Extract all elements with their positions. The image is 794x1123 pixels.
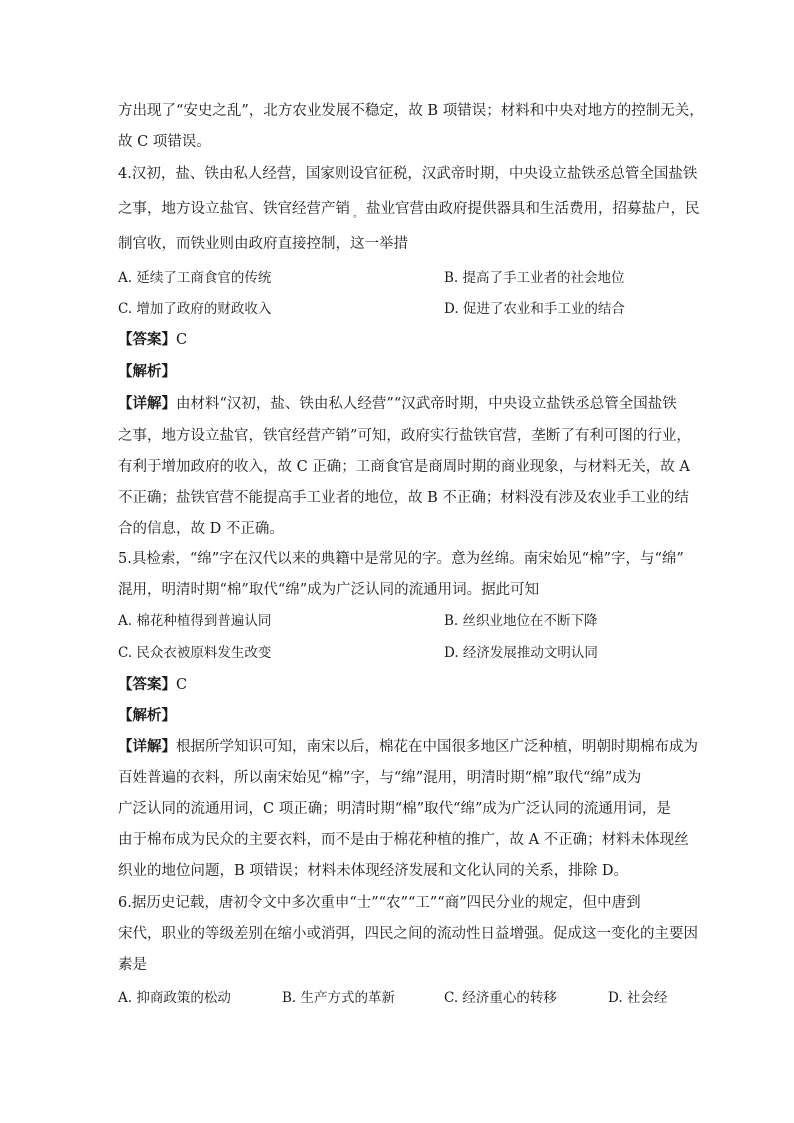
q4-stem-line-1: 4.汉初，盐、铁由私人经营，国家则设官征税，汉武帝时期，中央设立盐铁丞总管全国盐铁 <box>118 166 698 182</box>
q5-option-a: A. 棉花种植得到普遍认同 <box>118 613 272 629</box>
q4-stem-line-3: 制官收，而铁业则由政府直接控制，这一举措 <box>118 236 408 252</box>
q4-detail-line-5: 合的信息，故 D 不正确。 <box>118 521 284 537</box>
q4-option-b: B. 提高了手工业者的社会地位 <box>444 270 625 286</box>
prev-explanation-line-1: 方出现了“安史之乱”，北方农业发展不稳定，故 B 项错误；材料和中央对地方的控制无关， <box>118 103 704 119</box>
q6-option-b: B. 生产方式的革新 <box>282 990 396 1006</box>
q4-detail-text-1: 由材料“汉初，盐、铁由私人经营”“汉武帝时期，中央设立盐铁丞总管全国盐铁 <box>176 396 677 412</box>
q4-answer <box>118 330 678 350</box>
q6-stem-line-1: 6.据历史记载，唐初令文中多次重申“士”“农”“工”“商”四民分业的规定，但中唐到 <box>118 895 641 911</box>
q4-stem-line-2b: 盐业官营由政府提供器具和生活费用，招募盐户，民 <box>366 201 700 217</box>
q5-answer <box>118 675 678 695</box>
q4-stem-line-2a: 之事，地方设立盐官、铁官经营产销 <box>118 201 350 217</box>
q4-stem-line-2 <box>118 199 700 221</box>
q5-option-d: D. 经济发展推动文明认同 <box>444 645 598 661</box>
q4-answer-value: C <box>176 332 188 348</box>
q4-analysis-tag: 【解析】 <box>118 363 176 380</box>
q5-detail-tag: 【详解】 <box>118 738 176 755</box>
prev-explanation-line-2: 故 C 项错误。 <box>118 134 211 150</box>
q5-answer-tag: 【答案】 <box>118 676 176 693</box>
q4-detail-line-1 <box>118 394 678 414</box>
q4-stem-mark: 。 <box>353 209 363 220</box>
q5-detail-text-1: 根据所学知识可知，南宋以后，棉花在中国很多地区广泛种植，明朝时期棉布成为 <box>176 739 698 755</box>
q5-detail-line-5: 织业的地位问题，B 项错误；材料未体现经济发展和文化认同的关系，排除 D。 <box>118 863 628 879</box>
q4-detail-line-3: 有利于增加政府的收入，故 C 正确；工商食官是商周时期的商业现象，与材料无关，故 A <box>118 459 690 475</box>
q6-option-a: A. 抑商政策的松动 <box>118 990 231 1006</box>
q4-option-d: D. 促进了农业和手工业的结合 <box>444 301 625 317</box>
q6-stem-line-2: 宋代，职业的等级差别在缩小或消弭，四民之间的流动性日益增强。促成这一变化的主要因 <box>118 926 698 942</box>
q6-stem-line-3: 素是 <box>118 957 147 973</box>
q4-answer-tag: 【答案】 <box>118 331 176 348</box>
q4-detail-line-4: 不正确；盐铁官营不能提高手工业者的地位，故 B 不正确；材料没有涉及农业手工业的结 <box>118 490 689 506</box>
q4-option-c: C. 增加了政府的财政收入 <box>118 301 272 317</box>
q6-option-c: C. 经济重心的转移 <box>444 990 557 1006</box>
q5-option-c: C. 民众衣被原料发生改变 <box>118 645 272 661</box>
q5-answer-value: C <box>176 677 188 693</box>
q4-detail-line-2: 之事，地方设立盐官，铁官经营产销”可知，政府实行盐铁官营，垄断了有利可图的行业， <box>118 428 691 444</box>
q4-detail-tag: 【详解】 <box>118 395 176 412</box>
q5-detail-line-1 <box>118 737 698 757</box>
q5-detail-line-2: 百姓普遍的衣料，所以南宋始见“棉”字，与“绵”混用，明清时期“棉”取代“绵”成为 <box>118 770 642 786</box>
q5-stem-line-1: 5.具检索，“绵”字在汉代以来的典籍中是常见的字。意为丝绵。南宋始见“棉”字，与“绵” <box>118 551 684 567</box>
q5-detail-line-3: 广泛认同的流通用词，C 项正确；明清时期“棉”取代“绵”成为广泛认同的流通用词，是 <box>118 801 671 817</box>
q5-detail-line-4: 由于棉布成为民众的主要衣料，而不是由于棉花种植的推广，故 A 不正确；材料未体现丝 <box>118 832 689 848</box>
q4-option-a: A. 延续了工商食官的传统 <box>118 270 272 286</box>
q5-option-b: B. 丝织业地位在不断下降 <box>444 613 598 629</box>
q6-option-d: D. 社会经 <box>608 990 668 1006</box>
q5-stem-line-2: 混用，明清时期“棉”取代“绵”成为广泛认同的流通用词。据此可知 <box>118 582 540 598</box>
q5-analysis-tag: 【解析】 <box>118 707 176 724</box>
